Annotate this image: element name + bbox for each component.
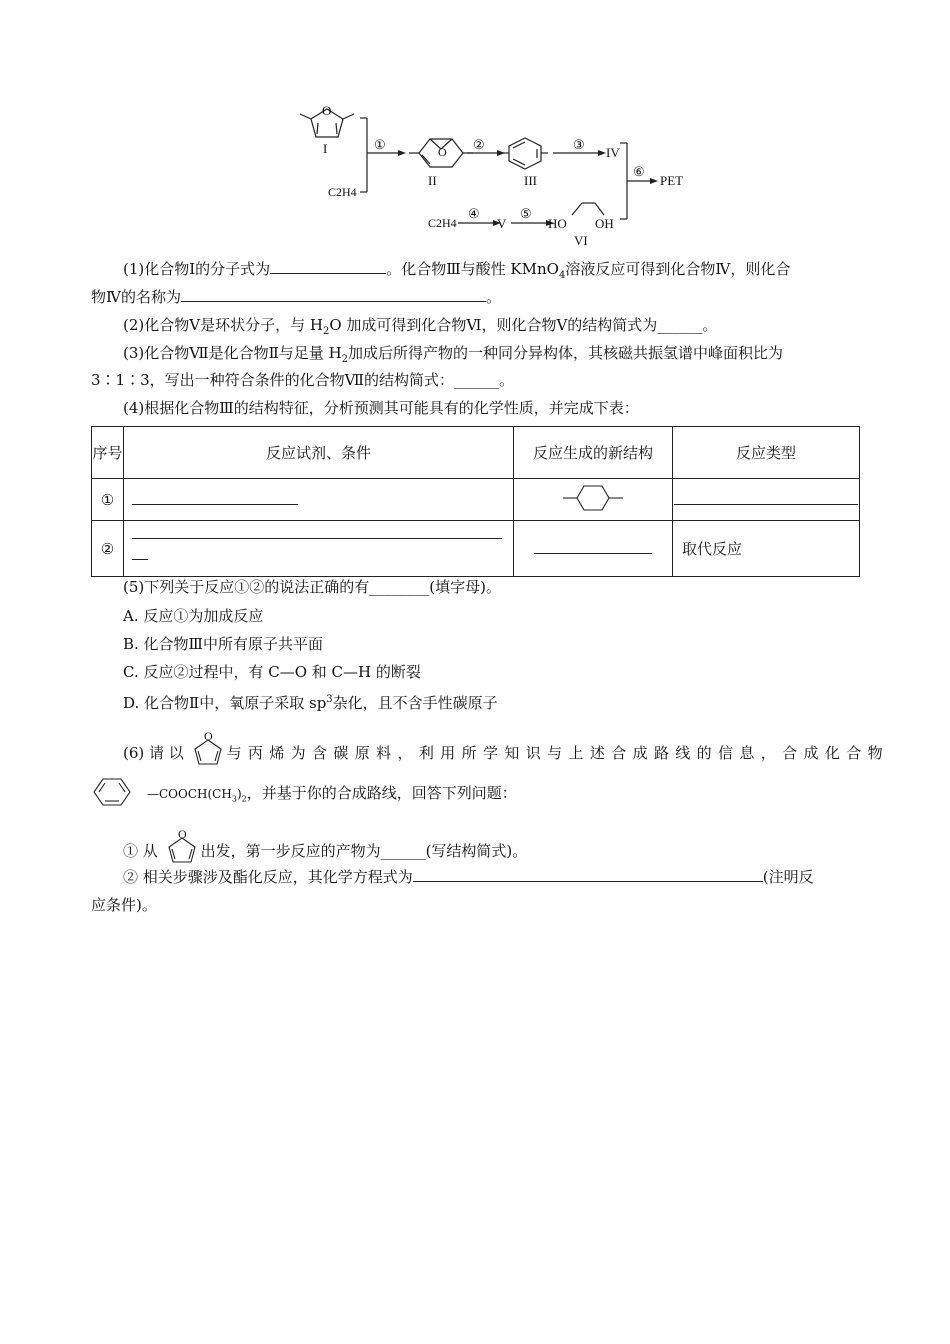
q1-text-b: 。化合物Ⅲ与酸性 KMnO xyxy=(386,260,559,278)
row2-reagent-blank-tail[interactable] xyxy=(132,539,148,560)
row1-reagent-cell xyxy=(124,479,514,521)
header-no: 序号 xyxy=(92,427,124,479)
oh-label: OH xyxy=(595,216,614,231)
target-substituent xyxy=(147,787,247,804)
target-sub-c: ) xyxy=(236,787,242,801)
q6-s1-text-d: (写结构简式)。 xyxy=(425,842,528,860)
label-III: III xyxy=(524,173,537,188)
q5-option-d[interactable] xyxy=(91,689,859,714)
q6-s2-text-a: ② 相关步骤涉及酯化反应，其化学方程式为 xyxy=(123,868,413,886)
cyclohexane-structure xyxy=(556,481,630,515)
q6-text-c: ，并基于你的合成路线，回答下列问题： xyxy=(246,784,517,802)
row2-structure-cell xyxy=(514,521,673,577)
header-structure: 反应生成的新结构 xyxy=(514,427,673,479)
furan2-o: O xyxy=(177,828,187,841)
row1-type-blank[interactable] xyxy=(674,490,858,505)
pet-label: PET xyxy=(660,173,684,188)
row1-type-cell xyxy=(673,479,860,521)
q1-sub: 4 xyxy=(558,270,566,281)
header-type: 反应类型 xyxy=(673,427,860,479)
q5-d-sup: 3 xyxy=(326,694,333,705)
q3-text-a: (3)化合物Ⅶ是化合物Ⅱ与足量 H xyxy=(123,344,342,362)
step2-label: ② xyxy=(473,137,485,152)
benzene-ring-structure xyxy=(91,776,147,808)
q6-text-b: 与 丙 烯 为 含 碳 原 料 ， 利 用 所 学 知 识 与 上 述 合 成 路 线 的 信 息 ， 合 成 化 合 物 xyxy=(226,744,884,762)
property-table xyxy=(91,426,860,577)
row2-reagent-blank[interactable] xyxy=(132,538,502,539)
q2-blank[interactable]: ______ xyxy=(657,316,703,334)
step1-label: ① xyxy=(374,137,386,152)
row2-type: 取代反应 xyxy=(673,521,860,577)
q5-option-b[interactable]: B. 化合物Ⅲ中所有原子共平面 xyxy=(123,635,324,653)
row2-structure-blank[interactable] xyxy=(534,539,652,554)
q4-text: (4)根据化合物Ⅲ的结构特征，分析预测其可能具有的化学性质，并完成下表： xyxy=(123,399,639,417)
q5-d-text-a: D. 化合物Ⅱ中，氧原子采取 sp xyxy=(123,694,327,712)
q6-line1 xyxy=(91,730,884,770)
header-reagent: 反应试剂、条件 xyxy=(124,427,514,479)
q5-blank[interactable]: ________ xyxy=(369,578,430,596)
label-II: II xyxy=(428,173,437,188)
q1-line1 xyxy=(91,258,859,287)
q5-d-text-c: 杂化，且不含手性碳原子 xyxy=(332,694,498,712)
label-IV: IV xyxy=(606,145,620,160)
q2-text-e: 。 xyxy=(702,316,718,334)
target-sub-b: 3 xyxy=(231,794,237,804)
q2-sub: 2 xyxy=(322,326,330,337)
q1-text-e: 物Ⅳ的名称为 xyxy=(91,288,181,306)
q3-line2 xyxy=(91,369,859,391)
q3-sub: 2 xyxy=(341,354,349,365)
q5-option-a[interactable]: A. 反应①为加成反应 xyxy=(123,607,264,625)
q6-s2-text-b: (注明反 xyxy=(762,868,814,886)
row1-no: ① xyxy=(92,479,124,521)
reagent-c2h4-top: C2H4 xyxy=(328,185,357,199)
label-VI: VI xyxy=(574,233,588,248)
furan-o-label: O xyxy=(322,103,332,118)
bridge-o-label: O xyxy=(438,145,447,159)
row2-reagent-cell xyxy=(124,521,514,577)
synthesis-scheme xyxy=(290,95,700,250)
q6-s1-text-a: ① 从 xyxy=(123,842,158,860)
step3-label: ③ xyxy=(573,137,585,152)
q1-formula-blank[interactable] xyxy=(270,259,386,274)
label-I: I xyxy=(323,141,328,156)
ho-label: HO xyxy=(548,216,567,231)
q3-text-d: 3∶1∶3，写出一种符合条件的化合物Ⅶ的结构简式： xyxy=(91,371,454,389)
q2-text-c: O 加成可得到化合物Ⅵ，则化合物Ⅴ的结构简式为 xyxy=(329,316,658,334)
q6-sub2-line2: 应条件)。 xyxy=(91,896,157,914)
q6-s2-equation-blank[interactable] xyxy=(413,867,763,882)
furan-structure xyxy=(189,730,227,770)
q5-line xyxy=(91,576,859,598)
q5-text: (5)下列关于反应①②的说法正确的有 xyxy=(123,578,370,596)
q1-line2 xyxy=(91,286,859,308)
q5-tail: (填字母)。 xyxy=(429,578,501,596)
label-V: V xyxy=(497,216,507,231)
table-row xyxy=(92,521,860,577)
row1-reagent-blank[interactable] xyxy=(132,490,298,505)
furan-structure-2 xyxy=(163,828,201,868)
q6-text-a: (6) 请 以 xyxy=(123,744,184,762)
q1-name-blank[interactable] xyxy=(181,287,486,302)
target-sub-a: —COOCH(CH xyxy=(147,787,232,801)
q6-line2 xyxy=(91,776,859,810)
q1-text-a: (1)化合物Ⅰ的分子式为 xyxy=(123,260,271,278)
q6-sub2-line1 xyxy=(91,866,859,888)
target-sub-d: 2 xyxy=(241,794,247,804)
step4-label: ④ xyxy=(468,206,480,221)
q2-text-a: (2)化合物Ⅴ是环状分子，与 H xyxy=(123,316,323,334)
row1-structure-cell xyxy=(514,479,673,521)
q5-option-c[interactable]: C. 反应②过程中，有 C—O 和 C—H 的断裂 xyxy=(123,663,421,681)
q3-blank[interactable]: ______ xyxy=(454,371,499,389)
table-row xyxy=(92,479,860,521)
step6-label: ⑥ xyxy=(633,164,645,179)
q6-s1-text-b: 出发，第一步反应的产物为 xyxy=(200,842,381,860)
table-header-row xyxy=(92,427,860,479)
row2-no: ② xyxy=(92,521,124,577)
q6-sub1 xyxy=(91,828,859,868)
q3-text-c: 加成后所得产物的一种同分异构体，其核磁共振氢谱中峰面积比为 xyxy=(348,344,784,362)
q3-text-f: 。 xyxy=(499,371,515,389)
furan-o: O xyxy=(203,730,213,743)
q2-line xyxy=(91,314,859,343)
reagent-c2h4-bottom: C2H4 xyxy=(428,216,457,230)
step5-label: ⑤ xyxy=(520,206,532,221)
q1-text-d: 溶液反应可得到化合物Ⅳ，则化合 xyxy=(565,260,791,278)
q3-line1 xyxy=(91,342,859,371)
q1-text-f: 。 xyxy=(486,288,502,306)
q6-s1-blank[interactable]: ______ xyxy=(380,842,426,860)
